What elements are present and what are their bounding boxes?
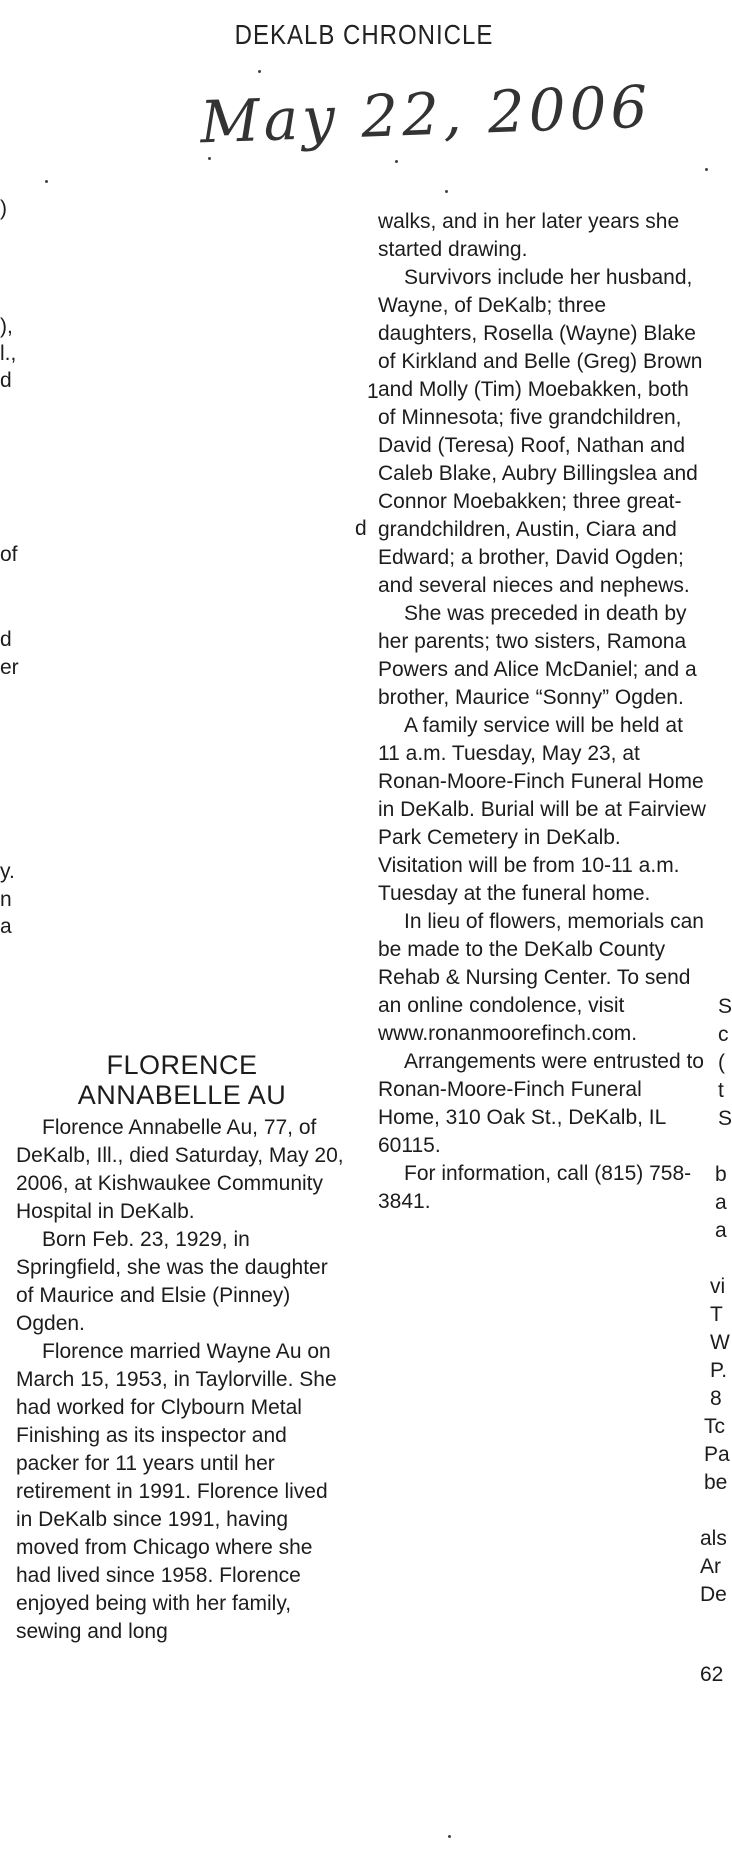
obituary-paragraph: Florence married Wayne Au on March 15, 1953, in Taylorville. She had worked for Clybourn Metal Finishing as its inspector and packer for 11 years until her retirement in 1991. Florence lived in DeKalb since 1991, having moved from Chicago where she had lived since 1958. Florence enjoyed being with her family, sewing and long [16, 1340, 337, 1643]
right-edge-fragment: S [718, 1107, 732, 1130]
middle-fragment: d [355, 517, 367, 540]
right-edge-fragment: Tc [704, 1415, 725, 1438]
obituary-paragraph: Arrangements were entrusted to Ronan-Moore-Finch Funeral Home, 310 Oak St., DeKalb, IL 60115. [378, 1050, 704, 1157]
left-edge-fragment: ), [0, 315, 13, 338]
right-edge-fragment: P. [710, 1359, 728, 1382]
right-edge-fragment: T [710, 1303, 723, 1326]
left-edge-fragment: d [0, 369, 12, 392]
scan-speck [445, 190, 448, 193]
scan-speck [258, 70, 261, 73]
right-edge-fragment: als [700, 1527, 727, 1550]
right-edge-fragment: a [715, 1219, 727, 1242]
obituary-paragraph: She was preceded in death by her parents; two sisters, Ramona Powers and Alice McDaniel; and a brother, Maurice “Sonny” Ogden. [378, 602, 697, 709]
right-edge-fragment: De [700, 1583, 727, 1606]
right-edge-fragment: a [715, 1191, 727, 1214]
obituary-right-column [378, 208, 708, 1216]
left-edge-fragment: n [0, 888, 12, 911]
scan-speck [448, 1835, 451, 1838]
headline-line-2: ANNABELLE AU [77, 1080, 287, 1110]
obituary-paragraph: For information, call (815) 758-3841. [378, 1162, 692, 1213]
left-edge-fragment: ) [0, 197, 7, 220]
masthead: DEKALB CHRONICLE [234, 19, 494, 51]
right-edge-fragment: Pa [704, 1443, 730, 1466]
obituary-paragraph: In lieu of flowers, memorials can be made to the DeKalb County Rehab & Nursing Center. To send an online condolence, visit www.ronanmoorefinch.com. [378, 910, 704, 1045]
obituary-left-column [16, 1050, 348, 1646]
right-edge-fragment: S [718, 995, 732, 1018]
right-edge-fragment: ( [718, 1051, 725, 1074]
obituary-paragraph: Born Feb. 23, 1929, in Springfield, she was the daughter of Maurice and Elsie (Pinney) Ogden. [16, 1228, 328, 1335]
right-edge-fragment: vi [710, 1275, 726, 1298]
headline-line-1: FLORENCE [106, 1050, 258, 1080]
right-edge-fragment: t [718, 1079, 724, 1102]
right-edge-fragment: 8 [710, 1387, 722, 1410]
right-edge-fragment: c [718, 1023, 729, 1046]
middle-fragment: 1 [367, 380, 379, 403]
left-edge-fragment: d [0, 628, 12, 651]
left-edge-fragment: y. [0, 860, 15, 883]
right-edge-fragment: be [704, 1471, 728, 1494]
scan-speck [208, 157, 211, 160]
obituary-paragraph: Survivors include her husband, Wayne, of DeKalb; three daughters, Rosella (Wayne) Blake of Kirkland and Belle (Greg) Brown and Molly (Tim) Moebakken, both of Minnesota; five grandchildren, David (Teresa) Roof, Nathan and Caleb Blake, Aubry Billingslea and Connor Moebakken; three great-grandchildren, Austin, Ciara and Edward; a brother, David Ogden; and several nieces and nephews. [378, 266, 703, 597]
right-edge-fragment: Ar [700, 1555, 721, 1578]
left-edge-fragment: l., [0, 342, 17, 365]
obituary-continuation: walks, and in her later years she started drawing. [378, 210, 680, 261]
right-edge-fragment: b [715, 1163, 727, 1186]
right-edge-fragment: W [710, 1331, 730, 1354]
scan-speck [45, 180, 48, 183]
obituary-paragraph: Florence Annabelle Au, 77, of DeKalb, Ill., died Saturday, May 20, 2006, at Kishwaukee Community Hospital in DeKalb. [16, 1116, 344, 1223]
obituary-paragraph: A family service will be held at 11 a.m. Tuesday, May 23, at Ronan-Moore-Finch Funeral Home in DeKalb. Burial will be at Fairview Park Cemetery in DeKalb. Visitation will be from 10-11 a.m. Tuesday at the funeral home. [378, 714, 706, 905]
left-edge-fragment: a [0, 915, 12, 938]
obituary-headline [16, 1050, 348, 1110]
left-edge-fragment: er [0, 656, 19, 679]
page-number: 62 [700, 1663, 724, 1686]
left-edge-fragment: of [0, 543, 18, 566]
handwritten-date: May 22, 2006 [198, 72, 653, 157]
scan-speck [705, 168, 708, 171]
scan-speck [395, 160, 398, 163]
